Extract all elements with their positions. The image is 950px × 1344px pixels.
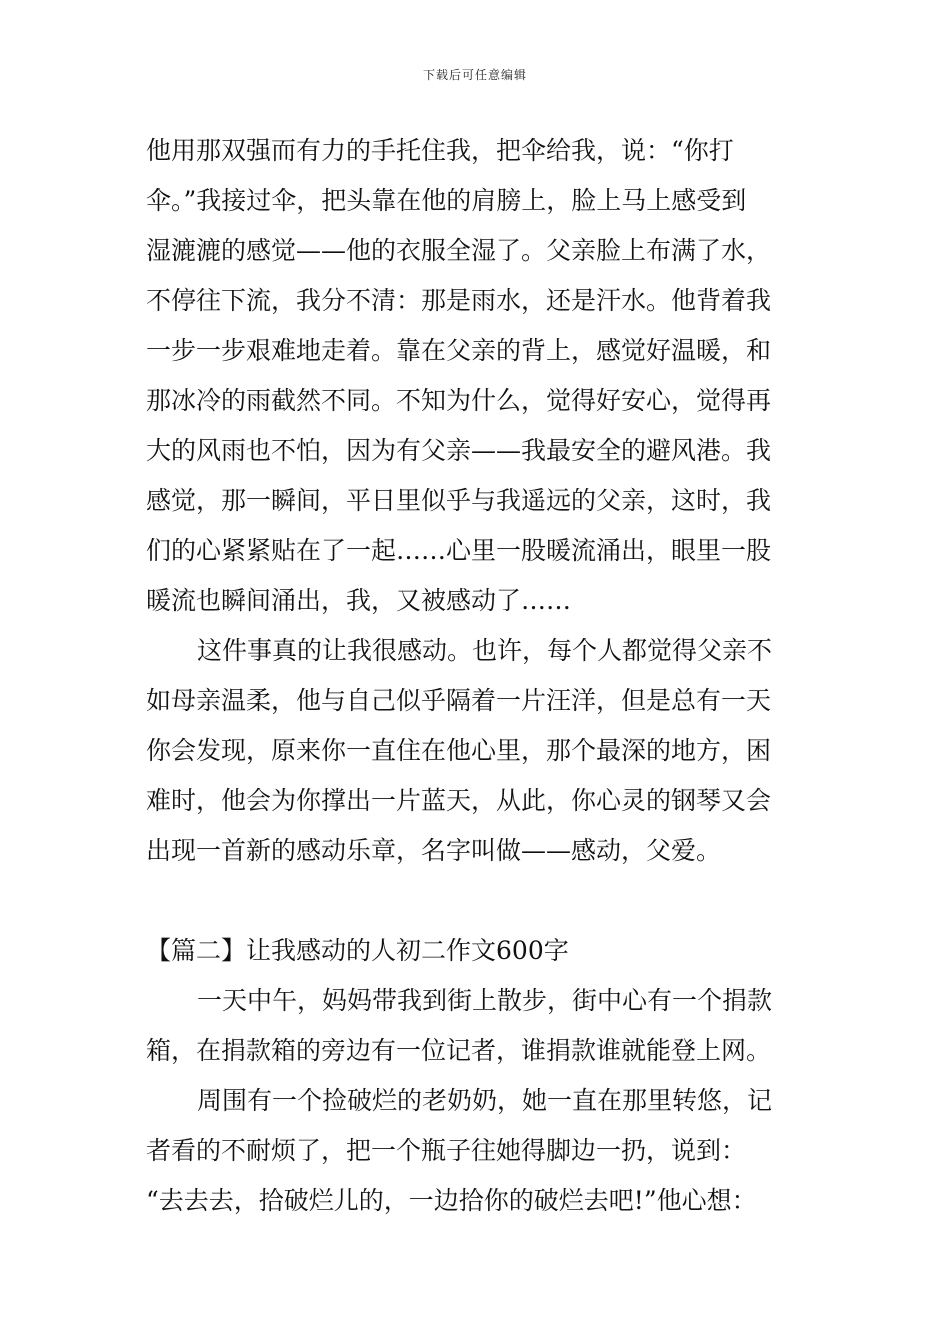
text-line: 出现一首新的感动乐章，名字叫做——感动，父爱。 — [146, 836, 722, 865]
text-line: 伞。”我接过伞，把头靠在他的肩膀上，脸上马上感受到 — [146, 186, 747, 215]
text-line: 不停往下流，我分不清：那是雨水，还是汗水。他背着我 — [146, 286, 772, 315]
text-line: 难时，他会为你撑出一片蓝天，从此，你心灵的钢琴又会 — [146, 786, 772, 815]
section-title: 【篇二】让我感动的人初二作文600字 — [146, 936, 569, 965]
text-line: 这件事真的让我很感动。也许，每个人都觉得父亲不 — [197, 636, 773, 665]
text-line: 一天中午，妈妈带我到街上散步，街中心有一个捐款 — [197, 986, 773, 1015]
text-line: 一步一步艰难地走着。靠在父亲的背上，感觉好温暖，和 — [146, 336, 772, 365]
paragraph — [146, 126, 808, 626]
text-line: 如母亲温柔，他与自己似乎隔着一片汪洋，但是总有一天 — [146, 686, 772, 715]
paragraph — [146, 976, 808, 1076]
text-line: 大的风雨也不怕，因为有父亲——我最安全的避风港。我 — [146, 436, 772, 465]
paragraph — [146, 1076, 808, 1226]
text-line: 们的心紧紧贴在了一起……心里一股暖流涌出，眼里一股 — [146, 536, 772, 565]
text-line: 箱，在捐款箱的旁边有一位记者，谁捐款谁就能登上网。 — [146, 1036, 772, 1065]
section-spacer — [146, 876, 808, 926]
text-line: 湿漉漉的感觉——他的衣服全湿了。父亲脸上布满了水， — [146, 236, 772, 265]
text-line: 者看的不耐烦了，把一个瓶子往她得脚边一扔，说到： — [146, 1136, 747, 1165]
header-note: 下载后可任意编辑 — [422, 68, 527, 82]
text-line: 他用那双强而有力的手托住我，把伞给我，说：“你打 — [146, 136, 734, 165]
document-body — [146, 126, 808, 1226]
text-line: 你会发现，原来你一直住在他心里，那个最深的地方，困 — [146, 736, 772, 765]
text-line: 感觉，那一瞬间，平日里似乎与我遥远的父亲，这时，我 — [146, 486, 772, 515]
text-line: “去去去，拾破烂儿的，一边拾你的破烂去吧!”他心想： — [146, 1186, 757, 1215]
text-line: 周围有一个捡破烂的老奶奶，她一直在那里转悠，记 — [197, 1086, 773, 1115]
paragraph — [146, 626, 808, 876]
text-line: 暖流也瞬间涌出，我，又被感动了…… — [146, 586, 572, 615]
text-line: 那冰冷的雨截然不同。不知为什么，觉得好安心，觉得再 — [146, 386, 772, 415]
